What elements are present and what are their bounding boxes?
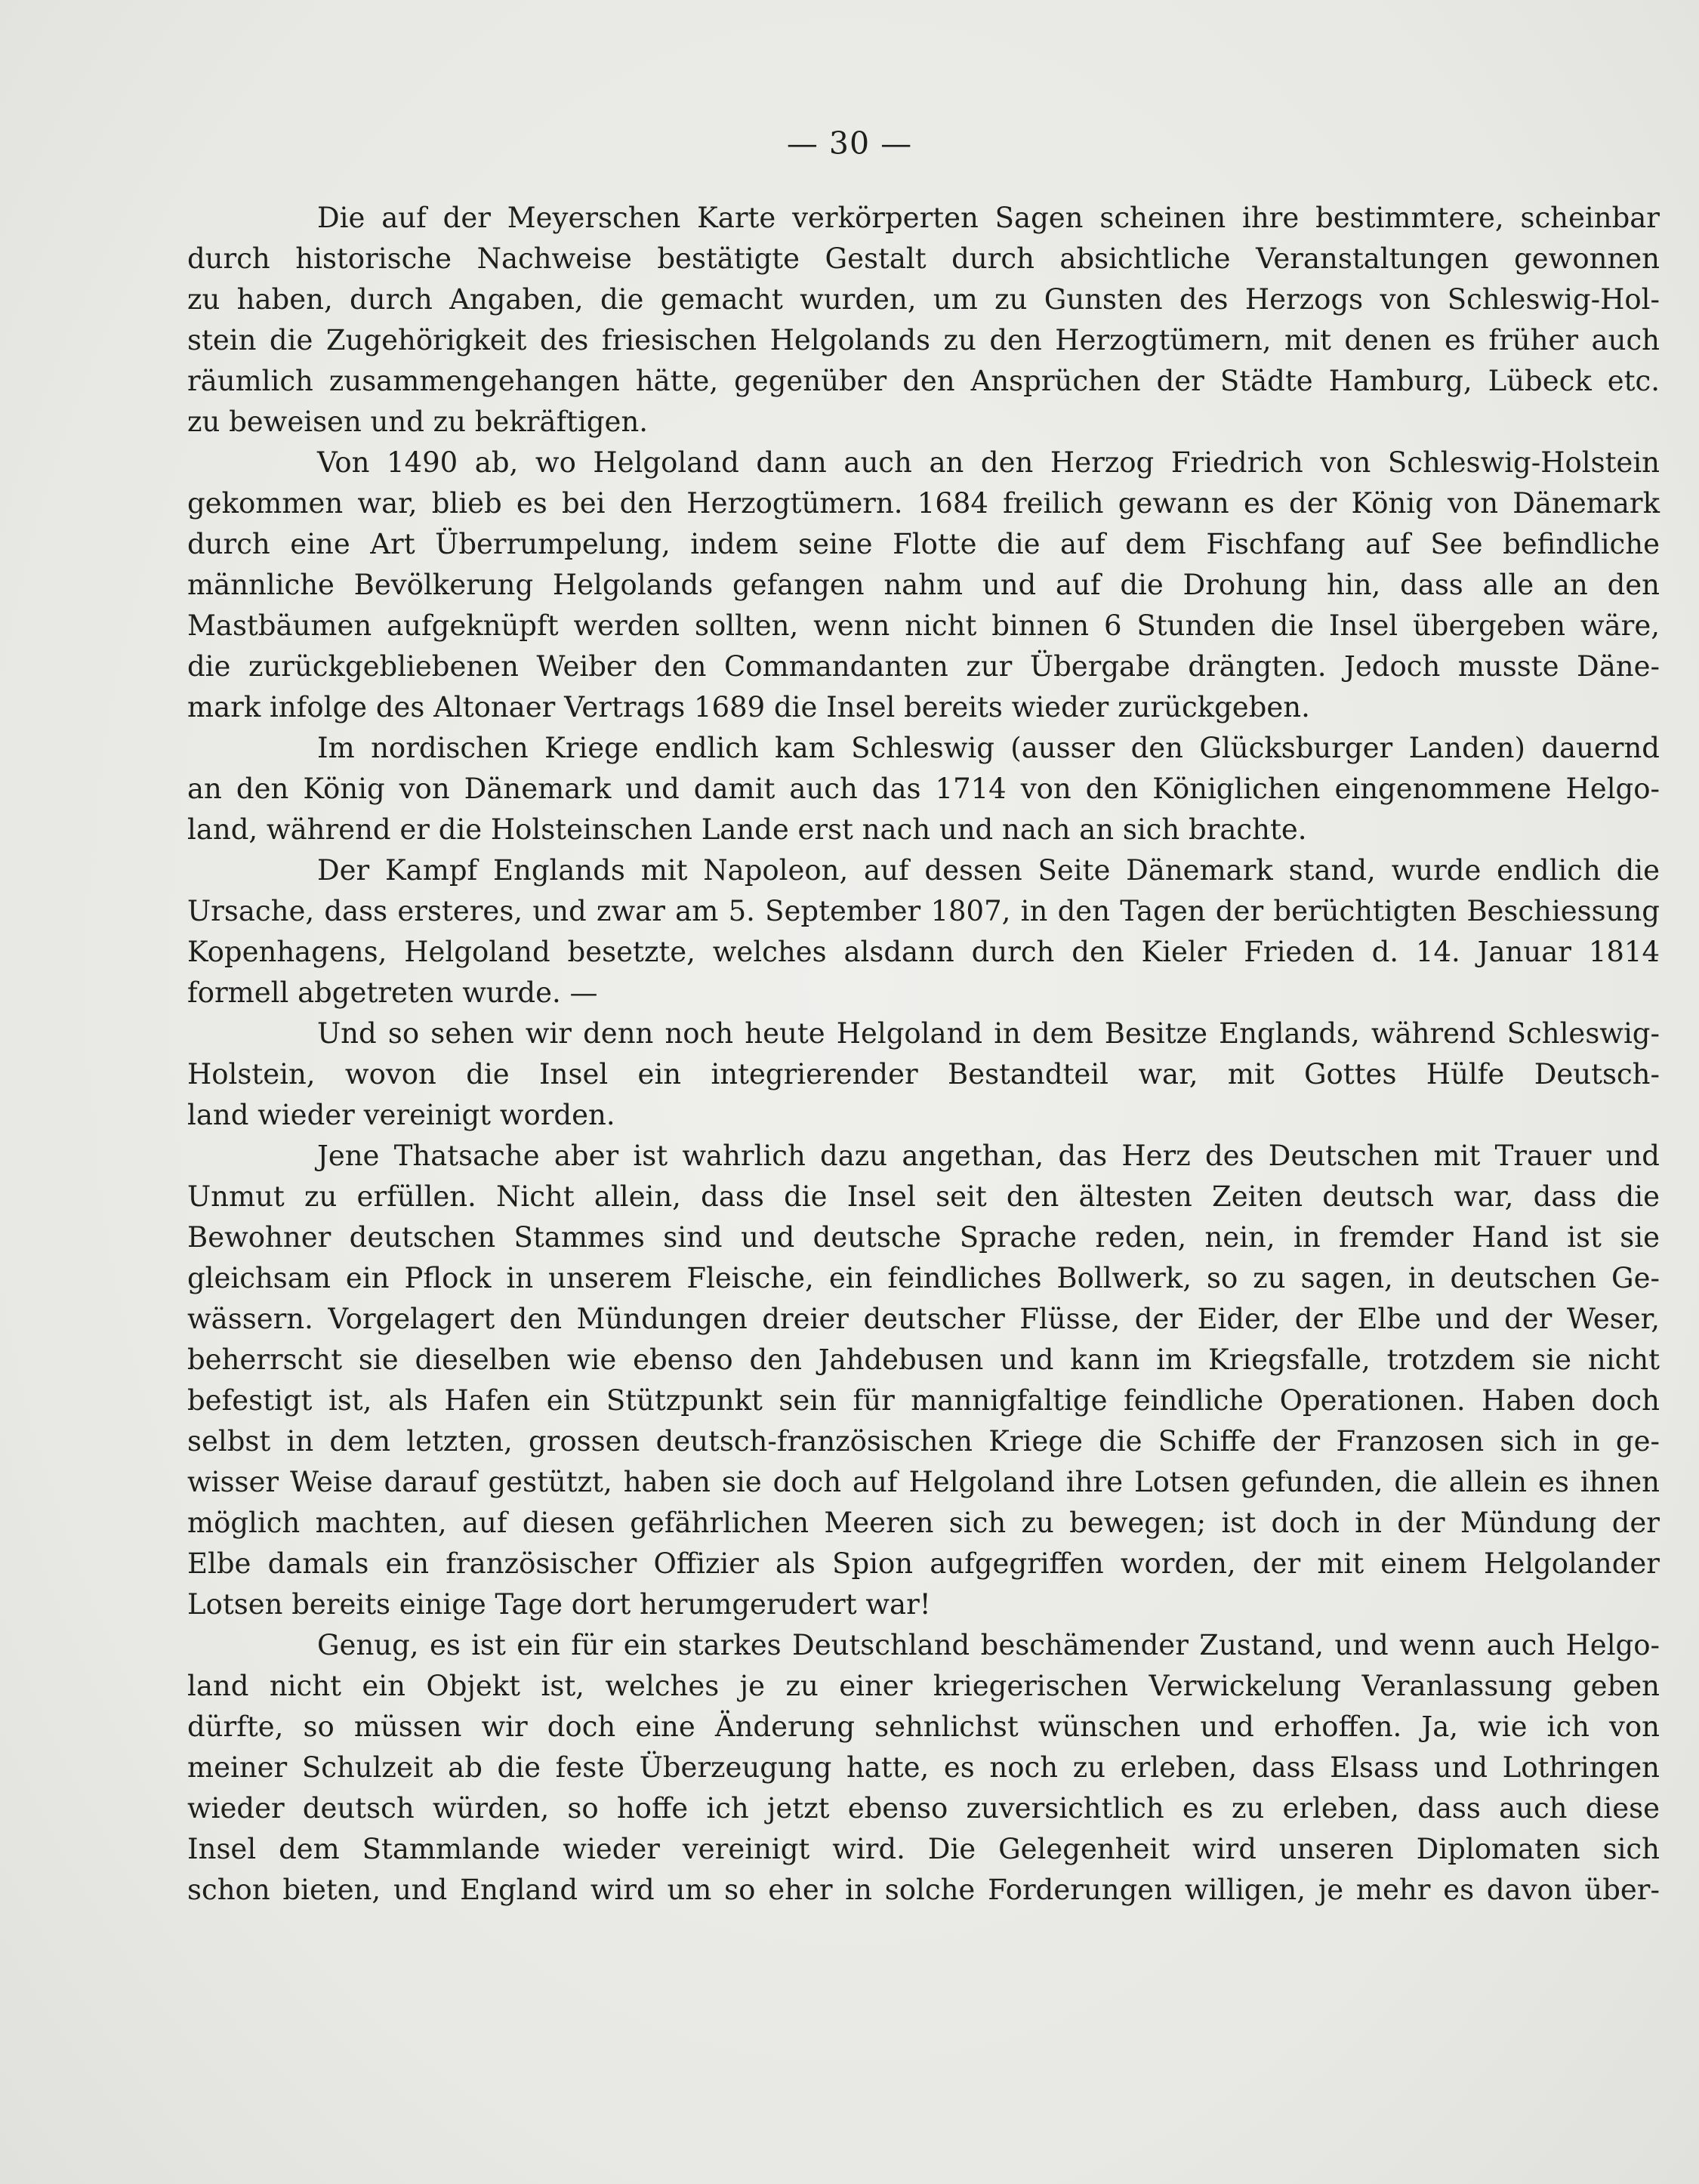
text-line: zu beweisen und zu bekräftigen. — [187, 406, 649, 438]
text-line: räumlich zusammengehangen hätte, gegenüber den Ansprüchen der Städte Hamburg, Lübeck etc. — [187, 365, 1660, 397]
text-line: Elbe damals ein französischer Offizier als Spion aufgegriffen worden, der mit einem Helgolander — [187, 1547, 1660, 1580]
text-line: land wieder vereinigt worden. — [187, 1099, 615, 1131]
text-line: Im nordischen Kriege endlich kam Schleswig (ausser den Glücksburger Landen) dauernd — [317, 732, 1660, 764]
text-line: zu haben, durch Angaben, die gemacht wurden, um zu Gunsten des Herzogs von Schleswig-Hol- — [187, 283, 1660, 316]
text-line: Kopenhagens, Helgoland besetzte, welches alsdann durch den Kieler Frieden d. 14. Januar 1814 — [187, 936, 1660, 968]
text-line: beherrscht sie dieselben wie ebenso den Jahdebusen und kann im Kriegsfalle, trotzdem sie nicht — [187, 1343, 1660, 1376]
text-line: Die auf der Meyerschen Karte verkörperten Sagen scheinen ihre bestimmtere, scheinbar — [317, 202, 1660, 234]
text-line: Und so sehen wir denn noch heute Helgoland in dem Besitze Englands, während Schleswig- — [317, 1017, 1660, 1050]
text-line: meiner Schulzeit ab die feste Überzeugung hatte, es noch zu erleben, dass Elsass und Lothringen — [187, 1751, 1660, 1784]
text-line: gleichsam ein Pflock in unserem Fleische, ein feindliches Bollwerk, so zu sagen, in deutschen Ge- — [187, 1262, 1660, 1294]
text-line: Bewohner deutschen Stammes sind und deutsche Sprache reden, nein, in fremder Hand ist sie — [187, 1221, 1660, 1254]
text-line: an den König von Dänemark und damit auch das 1714 von den Königlichen eingenommene Helgo- — [187, 773, 1660, 805]
text-line: Insel dem Stammlande wieder vereinigt wird. Die Gelegenheit wird unseren Diplomaten sich — [187, 1833, 1660, 1865]
text-line: Unmut zu erfüllen. Nicht allein, dass die Insel seit den ältesten Zeiten deutsch war, dass die — [187, 1180, 1660, 1213]
text-line: gekommen war, blieb es bei den Herzogtümern. 1684 freilich gewann es der König von Dänemark — [187, 487, 1660, 520]
text-line: land nicht ein Objekt ist, welches je zu einer kriegerischen Verwickelung Veranlassung geben — [187, 1670, 1660, 1702]
text-line: Jene Thatsache aber ist wahrlich dazu angethan, das Herz des Deutschen mit Trauer und — [317, 1140, 1660, 1172]
text-line: mark infolge des Altonaer Vertrags 1689 die Insel bereits wieder zurückgeben. — [187, 691, 1310, 723]
text-line: durch eine Art Überrumpelung, indem seine Flotte die auf dem Fischfang auf See befindliche — [187, 528, 1660, 560]
page-number: — 30 — — [786, 125, 913, 162]
text-line: Holstein, wovon die Insel ein integrierender Bestandteil war, mit Gottes Hülfe Deutsch- — [187, 1058, 1660, 1090]
text-line: formell abgetreten wurde. — — [187, 976, 598, 1009]
text-line: dürfte, so müssen wir doch eine Änderung sehnlichst wünschen und erhoffen. Ja, wie ich von — [187, 1710, 1660, 1743]
text-line: Mastbäumen aufgeknüpft werden sollten, wenn nicht binnen 6 Stunden die Insel übergeben wäre, — [187, 609, 1660, 642]
text-line: männliche Bevölkerung Helgolands gefangen nahm und auf die Drohung hin, dass alle an den — [187, 569, 1660, 601]
text-line: Der Kampf Englands mit Napoleon, auf dessen Seite Dänemark stand, wurde endlich die — [317, 854, 1660, 887]
text-line: Lotsen bereits einige Tage dort herumgerudert war! — [187, 1588, 931, 1621]
text-line: Von 1490 ab, wo Helgoland dann auch an den Herzog Friedrich von Schleswig-Holstein — [317, 446, 1660, 479]
text-line: selbst in dem letzten, grossen deutsch-französischen Kriege die Schiffe der Franzosen sich in ge- — [187, 1425, 1660, 1458]
body-text — [187, 198, 1660, 1911]
text-line: durch historische Nachweise bestätigte Gestalt durch absichtliche Veranstaltungen gewonnen — [187, 242, 1660, 275]
text-line: möglich machten, auf diesen gefährlichen Meeren sich zu bewegen; ist doch in der Mündung der — [187, 1507, 1660, 1539]
text-line: stein die Zugehörigkeit des friesischen Helgolands zu den Herzogtümern, mit denen es früher auch — [187, 324, 1660, 356]
text-line: wisser Weise darauf gestützt, haben sie doch auf Helgoland ihre Lotsen gefunden, die allein es ihnen — [187, 1466, 1660, 1498]
text-line: schon bieten, und England wird um so eher in solche Forderungen willigen, je mehr es davon über- — [187, 1874, 1660, 1906]
text-line: Ursache, dass ersteres, und zwar am 5. September 1807, in den Tagen der berüchtigten Beschiessung — [187, 895, 1660, 927]
text-line: die zurückgebliebenen Weiber den Commandanten zur Übergabe drängten. Jedoch musste Däne- — [187, 650, 1660, 683]
text-line: wässern. Vorgelagert den Mündungen dreier deutscher Flüsse, der Eider, der Elbe und der Weser, — [187, 1303, 1660, 1335]
text-line: land, während er die Holsteinschen Lande erst nach und nach an sich brachte. — [187, 813, 1307, 846]
text-line: wieder deutsch würden, so hoffe ich jetzt ebenso zuversichtlich es zu erleben, dass auch diese — [187, 1792, 1660, 1825]
text-line: befestigt ist, als Hafen ein Stützpunkt sein für mannigfaltige feindliche Operationen. Haben doch — [187, 1384, 1660, 1417]
text-line: Genug, es ist ein für ein starkes Deutschland beschämender Zustand, und wenn auch Helgo- — [317, 1629, 1660, 1661]
